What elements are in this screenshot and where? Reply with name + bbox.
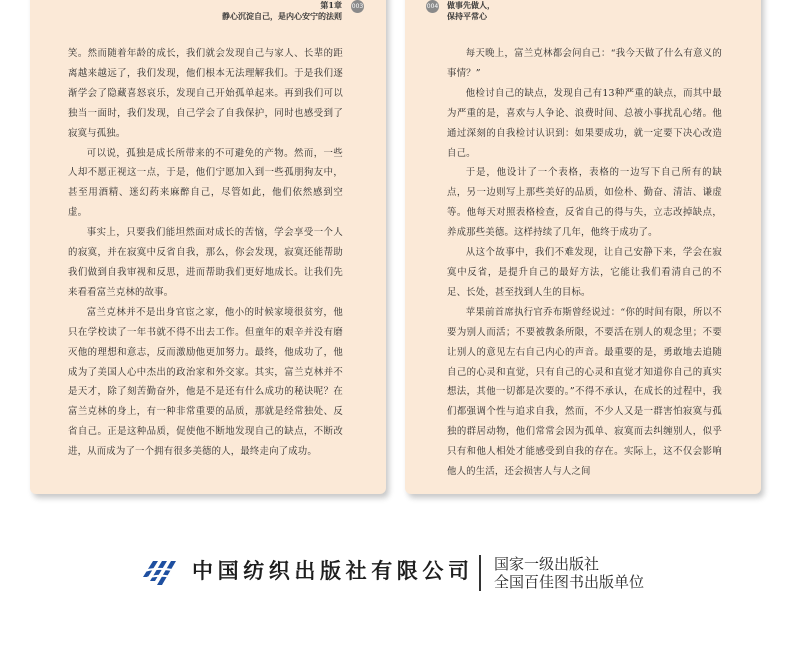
paragraph: 事实上，只要我们能坦然面对成长的苦恼，学会享受一个人的寂寞，并在寂寞中反省自我，那么，你会发现，寂寞还能帮助我们做到自我审视和反思，进而帮助我们更好地成长。让我们先来看看富兰克林的故事。 — [68, 227, 343, 298]
publisher-slogan-line2: 全国百佳图书出版单位 — [494, 573, 645, 591]
publisher-logo-icon — [141, 557, 179, 587]
page-number-badge: 004 — [426, 0, 439, 13]
section-header — [447, 0, 495, 22]
page-body-text — [68, 44, 343, 462]
section-title-line1: 做事先做人， — [447, 0, 495, 10]
section-title-line2: 保持平常心 — [447, 11, 487, 21]
chapter-title: 静心沉淀自己，是内心安宁的法则 — [222, 11, 342, 21]
publisher-slogan-line1: 国家一级出版社 — [494, 555, 600, 573]
publisher-footer — [0, 552, 790, 596]
left-book-page — [30, 0, 386, 494]
paragraph: 每天晚上，富兰克林都会问自己：“我今天做了什么有意义的事情？” — [447, 48, 722, 79]
right-book-page — [405, 0, 761, 494]
page-body-text — [447, 44, 722, 482]
paragraph: 苹果前首席执行官乔布斯曾经说过：“你的时间有限，所以不要为别人而活；不要被教条所限，不要活在别人的观念里；不要让别人的意见左右自己内心的声音。最重要的是，勇敢地去追随自己的心灵和直觉，只有自己的心灵和直觉才知道你自己的真实想法，其他一切都是次要的。”不得不承认，在成长的过程中，我们都强调个性与追求自我，然而，不少人又是一群害怕寂寞与孤独的群居动物，他们常常会因为孤单、寂寞而去纠缠别人，似乎只有和他人相处才能感受到自我的存在。实际上，这不仅会影响他人的生活，还会损害人与人之间 — [447, 306, 722, 478]
chapter-number: 第1章 — [320, 0, 342, 10]
publisher-name: 中国纺织出版社有限公司 — [192, 558, 474, 583]
footer-divider — [479, 555, 481, 591]
chapter-header — [222, 0, 342, 22]
page-number-badge: 003 — [351, 0, 364, 13]
paragraph: 他检讨自己的缺点，发现自己有13种严重的缺点，而其中最为严重的是，喜欢与人争论、浪费时间、总被小事扰乱心绪。他通过深刻的自我检讨认识到：如果要成功，就一定要下决心改造自己。 — [447, 87, 722, 159]
paragraph: 从这个故事中，我们不难发现，让自己安静下来，学会在寂寞中反省，是提升自己的最好方法，它能让我们看清自己的不足、长处，甚至找到人生的目标。 — [447, 247, 722, 298]
paragraph: 笑。然而随着年龄的成长，我们就会发现自己与家人、长辈的距离越来越远了，我们发现，他们根本无法理解我们。于是我们逐渐学会了隐藏喜怒哀乐，发现自己开始孤单起来。再到我们可以独当一面时，我们发现，自己学会了自我保护，同时也感受到了寂寞与孤独。 — [68, 48, 343, 139]
paragraph: 可以说，孤独是成长所带来的不可避免的产物。然而，一些人却不愿正视这一点，于是，他们宁愿加入到一些孤朋狗友中，甚至用酒精、迷幻药来麻醉自己，尽管如此，他们依然感到空虚。 — [68, 147, 343, 219]
paragraph: 富兰克林并不是出身官宦之家，他小的时候家境很贫穷，他只在学校读了一年书就不得不出去工作。但童年的艰辛并没有磨灭他的理想和意志，反而激励他更加努力。最终，他成功了，他成为了美国人心中杰出的政治家和外交家。其实，富兰克林并不是天才，除了刻苦勤奋外，他是不是还有什么成功的秘诀呢？在富兰克林的身上，有一种非常重要的品质，那就是经常独处、反省自己。正是这种品质，促使他不断地发现自己的缺点，不断改进，从而成为了一个拥有很多美德的人，最终走向了成功。 — [68, 306, 343, 458]
paragraph: 于是，他设计了一个表格，表格的一边写下自己所有的缺点，另一边则写上那些美好的品质，如俭朴、勤奋、清洁、谦虚等。他每天对照表格检查，反省自己的得与失，立志改掉缺点，养成那些美德。这样持续了几年，他终于成功了。 — [447, 167, 722, 239]
